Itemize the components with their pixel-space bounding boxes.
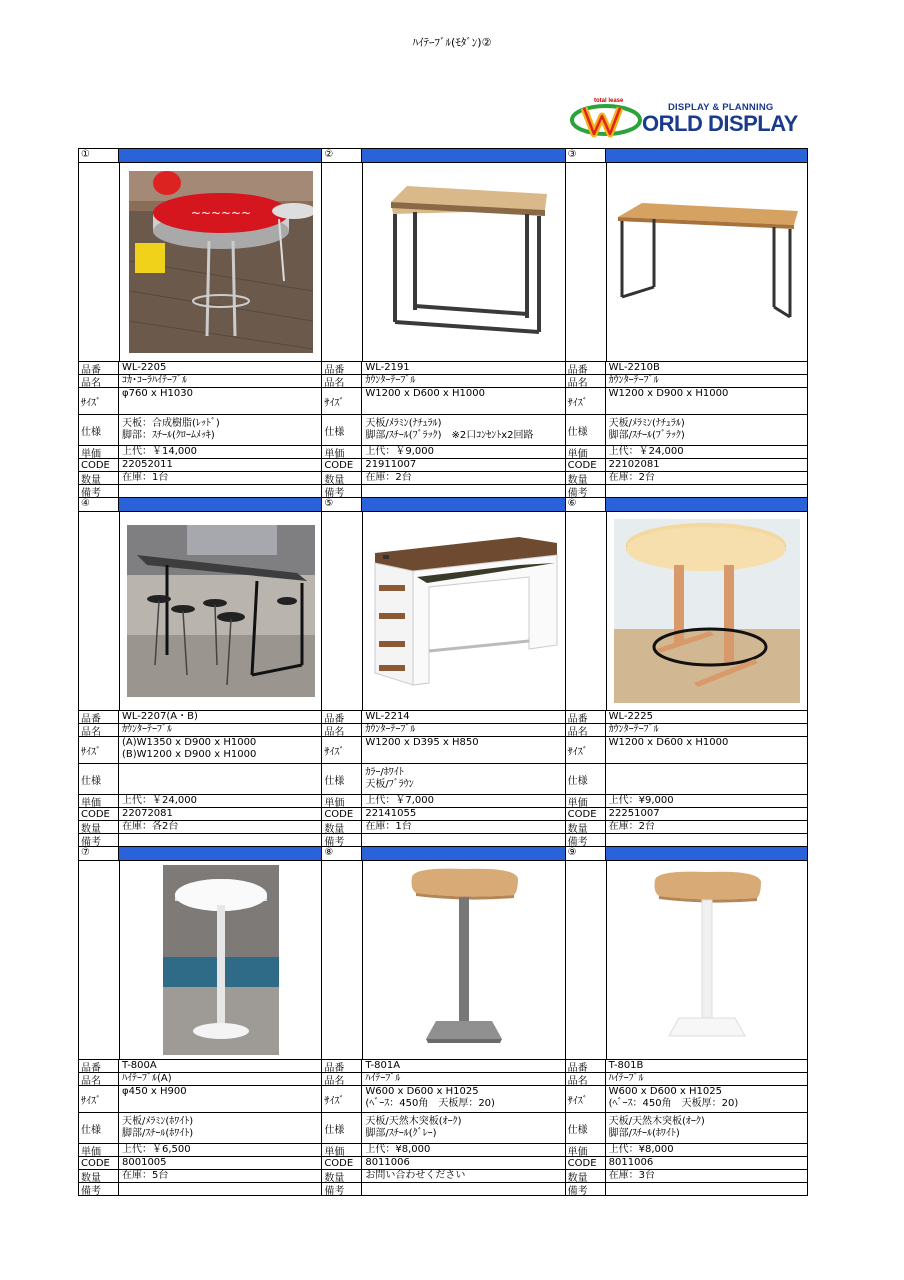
label-code-no: 品番 <box>321 711 361 723</box>
product-code-no: T-801B <box>605 1060 808 1072</box>
label-qty: 数量 <box>321 821 361 833</box>
product-size <box>361 737 564 763</box>
spec-line-1: 天板/ﾒﾗﾐﾝ(ﾎﾜｲﾄ) <box>122 1116 194 1127</box>
label-code-no: 品番 <box>321 1060 361 1072</box>
product-card <box>565 846 808 1196</box>
label-code-no: 品番 <box>565 1060 605 1072</box>
page-title: ﾊｲﾃｰﾌﾞﾙ(ﾓﾀﾞﾝ)② <box>412 36 492 49</box>
label-name: 品名 <box>565 724 605 736</box>
label-qty: 数量 <box>565 821 605 833</box>
label-spec: 仕様 <box>78 764 118 794</box>
product-code-no: WL-2214 <box>361 711 564 723</box>
product-image-area <box>321 860 564 1059</box>
product-price: 上代：¥9,000 <box>605 795 808 807</box>
product-size <box>118 388 321 414</box>
label-code-no: 品番 <box>78 711 118 723</box>
label-name: 品名 <box>78 375 118 387</box>
product-qty: 在庫：5台 <box>118 1170 321 1182</box>
size-line-1: W1200 x D900 x H1000 <box>608 388 729 399</box>
item-number: ⑦ <box>78 847 118 860</box>
label-note: 備考 <box>78 485 118 497</box>
product-note <box>118 834 321 846</box>
product-qty: 在庫：2台 <box>605 472 808 484</box>
size-line-1: φ760 x H1030 <box>122 388 193 399</box>
label-qty: 数量 <box>78 472 118 484</box>
product-price: 上代：￥14,000 <box>118 446 321 458</box>
product-image-area <box>565 860 808 1059</box>
label-spec: 仕様 <box>321 1113 361 1143</box>
product-qty: 在庫：2台 <box>605 821 808 833</box>
product-image-area <box>565 511 808 710</box>
label-note: 備考 <box>565 1183 605 1195</box>
label-spec: 仕様 <box>78 1113 118 1143</box>
label-code: CODE <box>78 808 118 820</box>
product-code-no: WL-2225 <box>605 711 808 723</box>
label-price: 単価 <box>565 795 605 807</box>
product-note <box>118 485 321 497</box>
product-spec <box>361 764 564 794</box>
spec-line-1: 天板/天然木突板(ｵｰｸ) <box>365 1116 462 1127</box>
product-size <box>605 1086 808 1112</box>
product-spec <box>361 1113 564 1143</box>
product-image-area <box>565 162 808 361</box>
product-price: 上代：¥8,000 <box>361 1144 564 1156</box>
product-size <box>361 388 564 414</box>
product-code-no: T-800A <box>118 1060 321 1072</box>
item-number: ④ <box>78 498 118 511</box>
label-note: 備考 <box>321 834 361 846</box>
label-code-no: 品番 <box>321 362 361 374</box>
product-image-area <box>321 162 564 361</box>
logo-small-text: total lease <box>594 98 624 104</box>
product-note <box>361 834 564 846</box>
label-spec: 仕様 <box>565 415 605 445</box>
label-size: ｻｲｽﾞ <box>78 388 118 414</box>
product-name: ｶｳﾝﾀｰﾃｰﾌﾞﾙ <box>361 375 564 387</box>
product-code: 22072081 <box>118 808 321 820</box>
product-qty: 在庫：3台 <box>605 1170 808 1182</box>
item-number: ① <box>78 149 118 162</box>
product-code: 8011006 <box>361 1157 564 1169</box>
product-name: ｶｳﾝﾀｰﾃｰﾌﾞﾙ <box>361 724 564 736</box>
product-code: 22052011 <box>118 459 321 471</box>
size-line-1: φ450 x H900 <box>122 1086 187 1097</box>
product-note <box>605 1183 808 1195</box>
product-note <box>361 485 564 497</box>
spec-line-1: 天板/ﾒﾗﾐﾝ(ﾅﾁｭﾗﾙ) <box>365 418 442 429</box>
label-code: CODE <box>565 1157 605 1169</box>
label-size: ｻｲｽﾞ <box>565 388 605 414</box>
header-bar <box>361 498 564 511</box>
label-code: CODE <box>321 459 361 471</box>
label-size: ｻｲｽﾞ <box>78 737 118 763</box>
logo-name: ORLD DISPLAY <box>642 111 798 136</box>
item-number: ② <box>321 149 361 162</box>
product-price: 上代：￥24,000 <box>118 795 321 807</box>
product-image-area <box>78 162 321 361</box>
product-code: 22141055 <box>361 808 564 820</box>
spec-line-1: 天板：合成樹脂(ﾚｯﾄﾞ) <box>122 418 220 429</box>
header-bar <box>605 847 808 860</box>
product-card <box>78 497 321 846</box>
product-qty: 在庫：1台 <box>118 472 321 484</box>
card-header <box>321 148 564 162</box>
product-spec <box>605 415 808 445</box>
product-card <box>321 148 564 497</box>
size-line-1: W1200 x D600 x H1000 <box>365 388 485 399</box>
product-image <box>606 163 808 361</box>
product-image <box>362 163 564 361</box>
product-note <box>605 834 808 846</box>
product-name: ﾊｲﾃｰﾌﾞﾙ <box>361 1073 564 1085</box>
label-spec: 仕様 <box>565 764 605 794</box>
label-price: 単価 <box>78 795 118 807</box>
label-price: 単価 <box>565 446 605 458</box>
product-code-no: WL-2207(A・B) <box>118 711 321 723</box>
label-code-no: 品番 <box>78 1060 118 1072</box>
label-spec: 仕様 <box>321 415 361 445</box>
label-name: 品名 <box>321 724 361 736</box>
product-code-no: T-801A <box>361 1060 564 1072</box>
header-bar <box>118 847 321 860</box>
product-card <box>565 148 808 497</box>
item-number: ⑨ <box>565 847 605 860</box>
product-price: 上代：¥8,000 <box>605 1144 808 1156</box>
label-name: 品名 <box>565 1073 605 1085</box>
product-image <box>119 861 321 1059</box>
product-size <box>118 1086 321 1112</box>
label-note: 備考 <box>321 1183 361 1195</box>
label-name: 品名 <box>78 724 118 736</box>
product-price: 上代：￥24,000 <box>605 446 808 458</box>
item-number: ③ <box>565 149 605 162</box>
company-logo <box>570 98 806 140</box>
wd-logo-mark-icon <box>570 102 642 138</box>
product-card <box>78 148 321 497</box>
spec-line-1: 天板/天然木突板(ｵｰｸ) <box>608 1116 705 1127</box>
product-code: 8011006 <box>605 1157 808 1169</box>
label-price: 単価 <box>321 446 361 458</box>
label-price: 単価 <box>565 1144 605 1156</box>
size-line-1: W600 x D600 x H1025 <box>608 1086 722 1097</box>
spec-line-1: 天板/ﾒﾗﾐﾝ(ﾅﾁｭﾗﾙ) <box>608 418 685 429</box>
product-code: 22102081 <box>605 459 808 471</box>
product-qty: お問い合わせください <box>361 1170 564 1182</box>
label-code: CODE <box>565 459 605 471</box>
spec-line-2: 脚部/ｽﾁｰﾙ(ﾎﾜｲﾄ) <box>122 1128 194 1139</box>
product-note <box>118 1183 321 1195</box>
product-qty: 在庫：各2台 <box>118 821 321 833</box>
product-row <box>78 497 808 846</box>
label-code: CODE <box>78 459 118 471</box>
product-spec <box>361 415 564 445</box>
label-price: 単価 <box>78 446 118 458</box>
card-header <box>321 497 564 511</box>
label-qty: 数量 <box>321 1170 361 1182</box>
product-spec <box>118 764 321 794</box>
size-line-1: (A)W1350 x D900 x H1000 <box>122 737 257 748</box>
product-name: ｺｶ･ｺｰﾗﾊｲﾃｰﾌﾞﾙ <box>118 375 321 387</box>
header-bar <box>605 149 808 162</box>
product-spec <box>605 1113 808 1143</box>
product-name: ｶｳﾝﾀｰﾃｰﾌﾞﾙ <box>605 724 808 736</box>
spec-line-2: 脚部/ｽﾁｰﾙ(ﾎﾜｲﾄ) <box>608 1128 680 1139</box>
card-header <box>565 148 808 162</box>
product-name: ｶｳﾝﾀｰﾃｰﾌﾞﾙ <box>605 375 808 387</box>
size-line-1: W1200 x D600 x H1000 <box>608 737 729 748</box>
size-line-2: (ﾍﾞｰｽ：450角 天板厚：20) <box>608 1098 739 1109</box>
label-qty: 数量 <box>78 1170 118 1182</box>
label-size: ｻｲｽﾞ <box>321 388 361 414</box>
label-qty: 数量 <box>565 472 605 484</box>
product-image-area <box>321 511 564 710</box>
product-name: ｶｳﾝﾀｰﾃｰﾌﾞﾙ <box>118 724 321 736</box>
logo-tagline: DISPLAY & PLANNING <box>668 102 774 113</box>
label-spec: 仕様 <box>78 415 118 445</box>
size-line-2: (B)W1200 x D900 x H1000 <box>122 749 257 760</box>
size-line-1: W1200 x D395 x H850 <box>365 737 479 748</box>
label-note: 備考 <box>565 485 605 497</box>
label-code: CODE <box>321 808 361 820</box>
item-number: ⑧ <box>321 847 361 860</box>
label-note: 備考 <box>321 485 361 497</box>
size-line-2: (ﾍﾞｰｽ：450角 天板厚：20) <box>365 1098 495 1109</box>
label-size: ｻｲｽﾞ <box>321 737 361 763</box>
product-qty: 在庫：2台 <box>361 472 564 484</box>
item-number: ⑥ <box>565 498 605 511</box>
card-header <box>565 497 808 511</box>
card-header <box>78 148 321 162</box>
product-image <box>606 861 808 1059</box>
product-card <box>321 846 564 1196</box>
product-name: ﾊｲﾃｰﾌﾞﾙ(A) <box>118 1073 321 1085</box>
product-card <box>78 846 321 1196</box>
product-price: 上代：￥9,000 <box>361 446 564 458</box>
spec-line-2: 脚部/ｽﾁｰﾙ(ｸﾞﾚｰ) <box>365 1128 437 1139</box>
product-price: 上代：￥6,500 <box>118 1144 321 1156</box>
label-code: CODE <box>321 1157 361 1169</box>
product-note <box>361 1183 564 1195</box>
label-name: 品名 <box>321 1073 361 1085</box>
product-spec <box>118 1113 321 1143</box>
label-qty: 数量 <box>321 472 361 484</box>
label-note: 備考 <box>78 834 118 846</box>
label-spec: 仕様 <box>321 764 361 794</box>
label-code-no: 品番 <box>565 711 605 723</box>
label-spec: 仕様 <box>565 1113 605 1143</box>
product-image <box>119 163 321 361</box>
label-qty: 数量 <box>78 821 118 833</box>
label-price: 単価 <box>321 1144 361 1156</box>
label-code-no: 品番 <box>565 362 605 374</box>
label-name: 品名 <box>78 1073 118 1085</box>
product-code: 8001005 <box>118 1157 321 1169</box>
product-card <box>565 497 808 846</box>
label-price: 単価 <box>321 795 361 807</box>
label-code-no: 品番 <box>78 362 118 374</box>
item-number: ⑤ <box>321 498 361 511</box>
product-image <box>362 861 564 1059</box>
product-spec <box>605 764 808 794</box>
spec-line-2: 天板/ﾌﾞﾗｳﾝ <box>365 779 414 790</box>
product-size <box>605 388 808 414</box>
product-qty: 在庫：1台 <box>361 821 564 833</box>
product-image <box>119 512 321 710</box>
product-price: 上代：￥7,000 <box>361 795 564 807</box>
product-row <box>78 148 808 497</box>
spec-line-1: ｶﾗｰ/ﾎﾜｲﾄ <box>365 767 404 778</box>
label-qty: 数量 <box>565 1170 605 1182</box>
product-code-no: WL-2205 <box>118 362 321 374</box>
product-image-area <box>78 511 321 710</box>
product-code-no: WL-2191 <box>361 362 564 374</box>
label-note: 備考 <box>565 834 605 846</box>
spec-line-2: 脚部/ｽﾁｰﾙ(ﾌﾞﾗｯｸ) ※2口ｺﾝｾﾝﾄx2回路 <box>365 430 534 441</box>
label-size: ｻｲｽﾞ <box>78 1086 118 1112</box>
product-image-area <box>78 860 321 1059</box>
card-header <box>321 846 564 860</box>
label-size: ｻｲｽﾞ <box>321 1086 361 1112</box>
product-note <box>605 485 808 497</box>
label-code: CODE <box>78 1157 118 1169</box>
spec-line-2: 脚部：ｽﾁｰﾙ(ｸﾛｰﾑﾒｯｷ) <box>122 430 215 441</box>
label-name: 品名 <box>321 375 361 387</box>
product-row <box>78 846 808 1196</box>
product-code: 21911007 <box>361 459 564 471</box>
product-name: ﾊｲﾃｰﾌﾞﾙ <box>605 1073 808 1085</box>
product-size <box>118 737 321 763</box>
product-card <box>321 497 564 846</box>
label-note: 備考 <box>78 1183 118 1195</box>
header-bar <box>361 847 564 860</box>
spec-line-2: 脚部/ｽﾁｰﾙ(ﾌﾞﾗｯｸ) <box>608 430 685 441</box>
card-header <box>78 846 321 860</box>
product-grid <box>78 148 808 1196</box>
header-bar <box>118 149 321 162</box>
header-bar <box>118 498 321 511</box>
product-code: 22251007 <box>605 808 808 820</box>
label-name: 品名 <box>565 375 605 387</box>
product-image <box>606 512 808 710</box>
label-code: CODE <box>565 808 605 820</box>
label-size: ｻｲｽﾞ <box>565 1086 605 1112</box>
svg-text:~~~~~~: ~~~~~~ <box>190 206 251 220</box>
size-line-1: W600 x D600 x H1025 <box>365 1086 479 1097</box>
header-bar <box>605 498 808 511</box>
product-code-no: WL-2210B <box>605 362 808 374</box>
product-size <box>361 1086 564 1112</box>
product-image <box>362 512 564 710</box>
header-bar <box>361 149 564 162</box>
product-spec <box>118 415 321 445</box>
card-header <box>78 497 321 511</box>
product-size <box>605 737 808 763</box>
label-price: 単価 <box>78 1144 118 1156</box>
label-size: ｻｲｽﾞ <box>565 737 605 763</box>
card-header <box>565 846 808 860</box>
